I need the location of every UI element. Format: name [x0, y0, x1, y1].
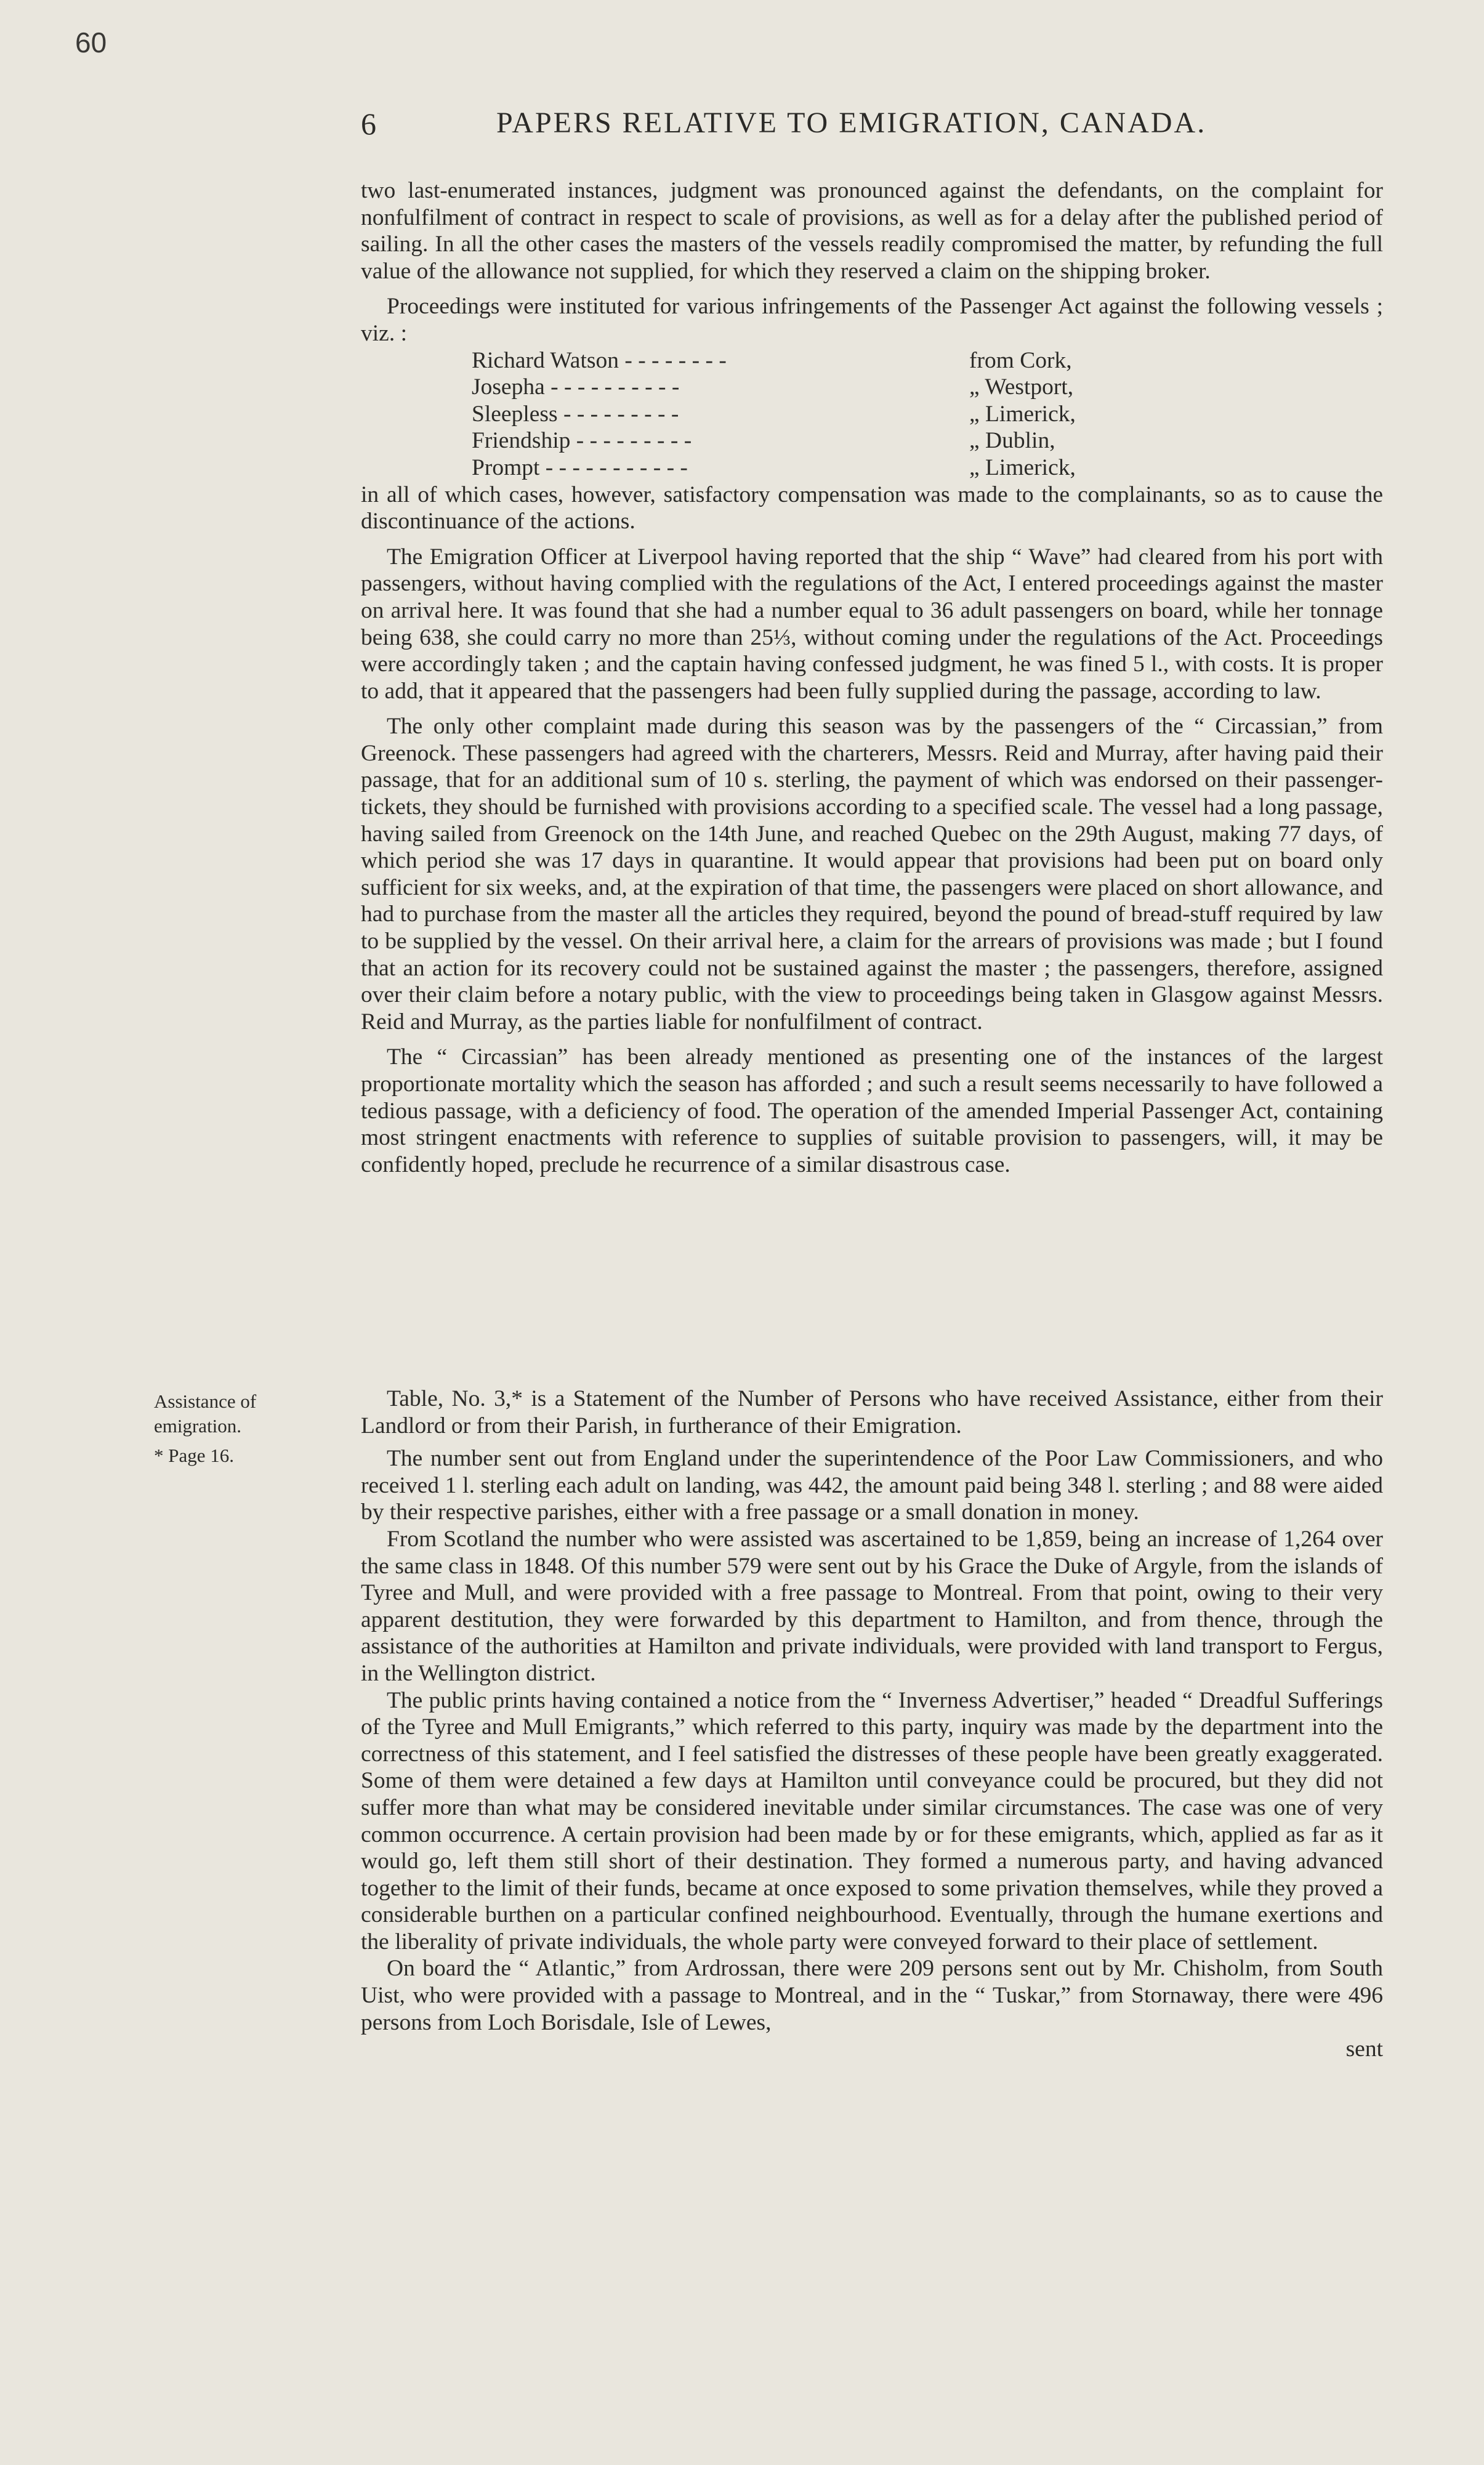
vessel-list	[361, 347, 1383, 482]
vessel-port: „ Limerick,	[969, 454, 1076, 480]
running-title: PAPERS RELATIVE TO EMIGRATION, CANADA.	[496, 107, 1207, 139]
page-number: 6	[361, 107, 376, 141]
leader-dashes: - - - - - - - -	[624, 347, 727, 373]
vessel-row	[361, 374, 1383, 401]
catchword: sent	[1345, 2036, 1383, 2062]
leader-dashes: - - - - - - - - -	[563, 374, 680, 400]
vessel-name: Sleepless	[472, 401, 558, 427]
margin-note-page-ref: * Page 16.	[154, 1445, 235, 1466]
leader-dashes: - - - - - - - - -	[576, 428, 692, 454]
vessel-port: „ Dublin,	[969, 428, 1055, 454]
vessel-name: Josepha -	[472, 374, 559, 400]
leader-dashes: - - - - - - - - -	[563, 401, 679, 427]
leader-dashes: - - - - - - - - - -	[559, 454, 688, 480]
vessel-name: Prompt -	[472, 454, 554, 480]
paragraph: The number sent out from England under the superintendence of the Poor Law Commissioners, and who received 1 l. sterling each adult on landing, was 442, the amount paid being 348 l. sterling ; and 88 were aided by their respective parishes, either with a free passage or a small donation in money.	[361, 1446, 1383, 1525]
paragraph: Table, No. 3,* is a Statement of the Number of Persons who have received Assistance, either from their Landlord or from their Parish, in furtherance of their Emigration.	[361, 1386, 1383, 1438]
page-header	[361, 106, 1383, 149]
paragraph: From Scotland the number who were assisted was ascertained to be 1,859, being an increase of 1,264 over the same class in 1848. Of this number 579 were sent out by his Grace the Duke of Argyle, from the islands of Tyree and Mull, and were provided with a free passage to Montreal. From that point, owing to their very apparent destitution, they were forwarded by this department to Hamilton, and from thence, through the assistance of the authorities at Hamilton and private individuals, were provided with land transport to Fergus, in the Wellington district.	[361, 1526, 1383, 1686]
paragraph: On board the “ Atlantic,” from Ardrossan, there were 209 persons sent out by Mr. Chisholm, from South Uist, who were provided with a passage to Montreal, and in the “ Tuskar,” from Stornaway, there were 496 persons from Loch Borisdale, Isle of Lewes,	[361, 1956, 1383, 2035]
paragraph: in all of which cases, however, satisfactory compensation was made to the complainants, so as to cause the discontinuance of the actions.	[361, 482, 1383, 535]
paragraph: two last-enumerated instances, judgment was pronounced against the defendants, on the complaint for nonfulfilment of contract in respect to scale of provisions, as well as for a delay after the published period of sailing. In all the other cases the masters of the vessels readily compromised the matter, by refunding the full value of the allowance not supplied, for which they reserved a claim on the shipping broker.	[361, 178, 1383, 284]
scan-page-number: 60	[75, 26, 107, 58]
vessel-row	[361, 427, 1383, 454]
vessel-row	[361, 401, 1383, 428]
paragraph: The Emigration Officer at Liverpool having reported that the ship “ Wave” had cleared from his port with passengers, without having complied with the regulations of the Act, I entered proceedings against the master on arrival here. It was found that she had a number equal to 36 adult passengers on board, while her tonnage being 638, she could carry no more than 25⅓, without coming under the regulations of the Act. Proceedings were accordingly taken ; and the captain having confessed judgment, he was fined 5 l., with costs. It is proper to add, that it appeared that the passengers had been fully supplied during the passage, according to law.	[361, 544, 1383, 704]
vessel-port: „ Limerick,	[969, 401, 1076, 427]
vessel-name: Richard Watson	[472, 347, 619, 373]
body-text-upper	[361, 177, 1383, 1178]
paragraph: Proceedings were instituted for various infringements of the Passenger Act against the following vessels ; viz. :	[361, 294, 1383, 346]
body-text-lower	[361, 1386, 1383, 2063]
paragraph: The “ Circassian” has been already mentioned as presenting one of the instances of the largest proportionate mortality which the season has afforded ; and such a result seems necessarily to have followed a tedious passage, with a deficiency of food. The operation of the amended Imperial Passenger Act, containing most stringent enactments with reference to supplies of suitable provision to passengers, will, it may be confidently hoped, preclude he recurrence of a similar disastrous case.	[361, 1044, 1383, 1177]
vessel-row	[361, 347, 1383, 374]
vessel-name: Friendship	[472, 428, 571, 454]
paragraph: The public prints having contained a notice from the “ Inverness Advertiser,” headed “ Dreadful Sufferings of the Tyree and Mull Emigrants,” which referred to this party, inquiry was made by the department into the correctness of this statement, and I feel satisfied the distresses of these people have been greatly exaggerated. Some of them were detained a few days at Hamilton until conveyance could be procured, but they did not suffer more than what may be considered inevitable under similar circumstances. The case was one of very common occurrence. A certain provision had been made by or for these emigrants, which, applied as far as it would go, left them still short of their destination. They formed a numerous party, and having advanced together to the limit of their funds, became at once exposed to some privation themselves, while they proved a considerable burthen on a particular confined neighbourhood. Eventually, through the humane exertions and the liberality of private individuals, the whole party were conveyed forward to their place of settlement.	[361, 1687, 1383, 1955]
vessel-port: from Cork,	[969, 347, 1072, 373]
vessel-row	[361, 454, 1383, 482]
vessel-port: „ Westport,	[969, 374, 1074, 400]
margin-note-assistance: Assistance of emigration.	[154, 1390, 257, 1437]
paragraph: The only other complaint made during this season was by the passengers of the “ Circassian,” from Greenock. These passengers had agreed with the charterers, Messrs. Reid and Murray, after having paid their passage, that for an additional sum of 10 s. sterling, the payment of which was endorsed on their passenger-tickets, they should be furnished with provisions according to a specified scale. The vessel had a long passage, having sailed from Greenock on the 14th June, and reached Quebec on the 29th August, making 77 days, of which period she was 17 days in quarantine. It would appear that provisions had been put on board only sufficient for six weeks, and, at the expiration of that time, the passengers were placed on short allowance, and had to purchase from the master all the articles they required, beyond the pound of bread-stuff required by law to be supplied by the vessel. On their arrival here, a claim for the arrears of provisions was made ; but I found that an action for its recovery could not be sustained against the master ; the passengers, therefore, assigned over their claim before a notary public, with the view to proceedings being taken in Glasgow against Messrs. Reid and Murray, as the parties liable for nonfulfilment of contract.	[361, 714, 1383, 1035]
